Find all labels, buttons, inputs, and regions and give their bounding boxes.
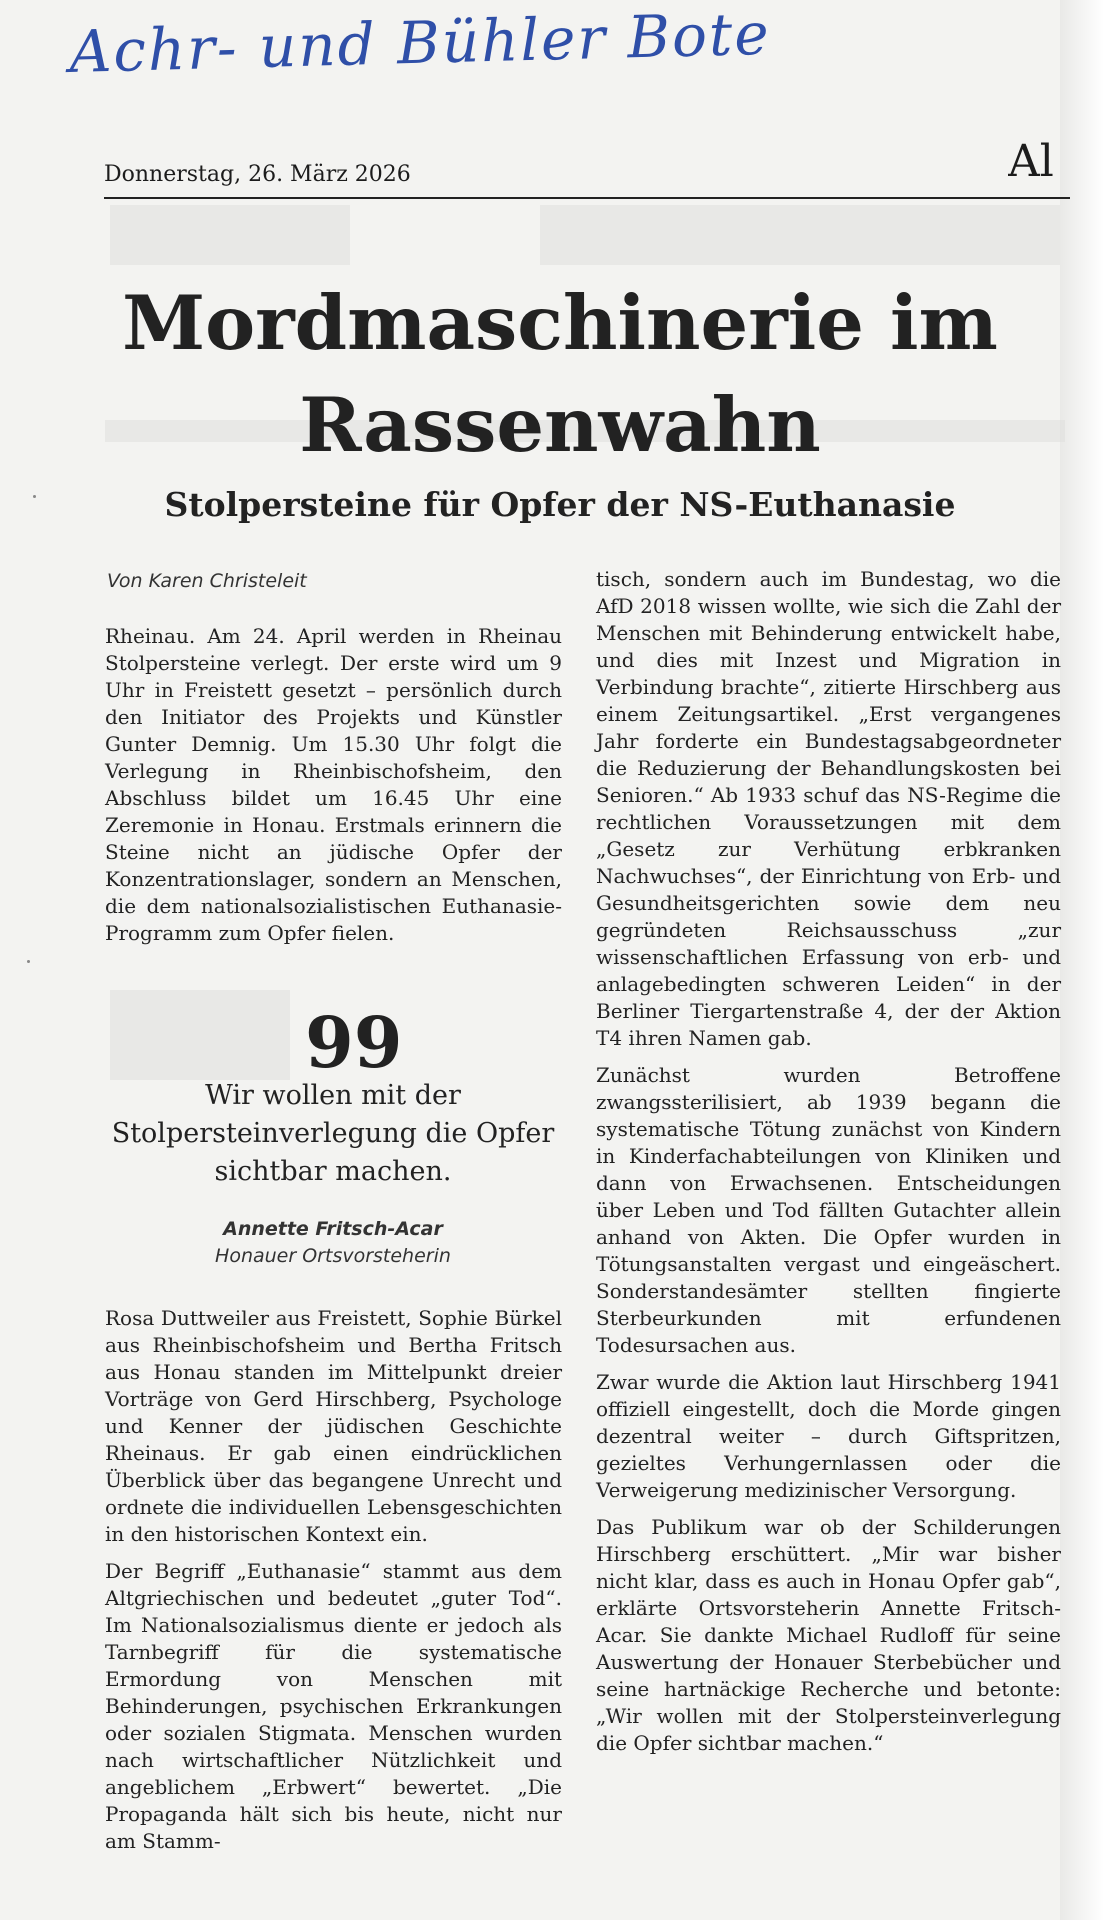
- pull-quote-author: Annette Fritsch-Acar: [223, 1218, 443, 1240]
- pull-quote-text: Wir wollen mit der Stolpersteinverlegung die Opfer sichtbar machen.: [111, 1080, 555, 1187]
- article-paragraph: tisch, sondern auch im Bundestag, wo die AfD 2018 wissen wollte, wie sich die Zahl der Menschen mit Behinderung entwickelt habe, und dies mit Inzest und Migration in Verbindung brachte“, zitierte Hirschberg aus einem Zeitungsartikel. „Erst vergangenes Jahr forderte ein Bundestagsabgeordneter die Reduzierung der Behandlungskosten bei Senioren.“ Ab 1933 schuf das NS-Regime die rechtlichen Voraussetzungen mit dem „Gesetz zur Verhütung erbkranken Nachwuchses“, der Einrichtung von Erb- und Gesundheitsgerichten sowie dem neu gegründeten Reichsausschuss „zur wissenschaftlichen Erfassung von erb- und anlagebedingten schweren Leiden“ in der Berliner Tiergartenstraße 4, der der Aktion T4 ihren Namen gab.: [596, 567, 1061, 1050]
- scan-edge: [1060, 0, 1104, 1920]
- bleed-through-photo: [110, 990, 290, 1080]
- article-paragraph: Rheinau. Am 24. April werden in Rheinau Stolpersteine verlegt. Der erste wird um 9 Uhr in Freistett gesetzt – persönlich durch den Initiator des Projekts und Künstler Gunter Demnig. Um 15.30 Uhr folgt die Verlegung in Rheinbischofsheim, den Abschluss bildet um 16.45 Uhr eine Zeremonie in Honau. Erstmals erinnern die Steine nicht an jüdische Opfer der Konzentrationslager, sondern an Menschen, die dem nationalsozialistischen Euthanasie-Programm zum Opfer fielen.: [105, 624, 562, 945]
- bleed-through-photo: [540, 205, 1060, 265]
- article-column-left-top: [105, 623, 562, 947]
- pull-quote-role: Honauer Ortsvorsteherin: [215, 1245, 451, 1267]
- article-paragraph: Der Begriff „Euthanasie“ stammt aus dem Altgriechischen und bedeutet „guter Tod“. Im Nationalsozialismus diente er jedoch als Tarnbegriff für die systematische Ermordung von Menschen mit Behinderungen, psychischen Erkrankungen oder sozialen Stigmata. Menschen wurden nach wirtschaftlicher Nützlichkeit und angeblichem „Erbwert“ bewertet. „Die Propaganda hält sich bis heute, nicht nur am Stamm-: [105, 1559, 562, 1853]
- article-paragraph: Das Publikum war ob der Schilderungen Hirschberg erschüttert. „Mir war bisher nicht klar, dass es auch in Honau Opfer gab“, erklärte Ortsvorsteherin Annette Fritsch-Acar. Sie dankte Michael Rudloff für seine Auswertung der Honauer Sterbebücher und seine hartnäckige Recherche und betonte: „Wir wollen mit der Stolpersteinverlegung die Opfer sichtbar machen.“: [596, 1515, 1061, 1755]
- article-subheadline: Stolpersteine für Opfer der NS-Euthanasie: [164, 485, 956, 524]
- quote-mark-icon: 99: [305, 1001, 403, 1084]
- scan-speck: [27, 960, 30, 963]
- article-paragraph: Zunächst wurden Betroffene zwangssterilisiert, ab 1939 begann die systematische Tötung zunächst von Kindern in Kinderfachabteilungen von Kliniken und dann von Erwachsenen. Entscheidungen über Leben und Tod fällten Gutachter allein anhand von Akten. Die Opfer wurden in Tötungsanstalten vergast und eingeäschert. Sonderstandesämter stellten fingierte Sterbeurkunden mit erfundenen Todesursachen aus.: [596, 1063, 1061, 1357]
- handwritten-note: Achr- und Bühler Bote: [68, 0, 772, 86]
- scan-speck: [33, 495, 36, 498]
- article-byline: Von Karen Christeleit: [107, 570, 307, 592]
- section-title-cut: Al: [1008, 136, 1054, 187]
- article-headline: Mordmaschinerie im Rassenwahn: [122, 279, 998, 469]
- article-column-left-bottom: [105, 1305, 562, 1855]
- article-paragraph: Zwar wurde die Aktion laut Hirschberg 1941 offiziell eingestellt, doch die Morde gingen dezentral weiter – durch Giftspritzen, gezieltes Verhungernlassen oder die Verweigerung medizinischer Versorgung.: [596, 1370, 1061, 1502]
- bleed-through-photo: [110, 205, 350, 265]
- article-column-right: [596, 566, 1061, 1757]
- article-paragraph: Rosa Duttweiler aus Freistett, Sophie Bürkel aus Rheinbischofsheim und Bertha Fritsch aus Honau standen im Mittelpunkt dreier Vorträge von Gerd Hirschberg, Psychologe und Kenner der jüdischen Geschichte Rheinaus. Er gab einen eindrücklichen Überblick über das begangene Unrecht und ordnete die individuellen Lebensgeschichten in den historischen Kontext ein.: [105, 1306, 562, 1546]
- header-rule: [104, 197, 1070, 199]
- issue-date: Donnerstag, 26. März 2026: [104, 162, 411, 187]
